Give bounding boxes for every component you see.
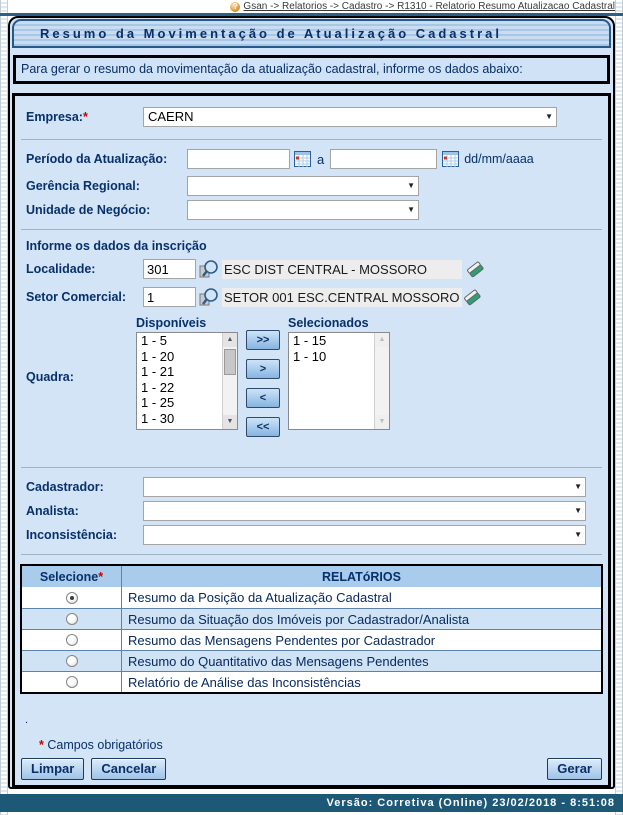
gerencia-select[interactable] [187, 176, 419, 196]
chevron-down-icon: ▼ [407, 181, 415, 190]
inconsistencia-label: Inconsistência: [26, 528, 117, 542]
quadra-available-column [136, 316, 238, 430]
move-all-left-button[interactable]: << [246, 417, 280, 437]
calendar-icon[interactable] [294, 151, 311, 167]
divider [21, 467, 602, 468]
required-asterisk: * [82, 110, 88, 124]
setor-code-input[interactable] [143, 287, 196, 307]
breadcrumb[interactable]: Gsan -> Relatorios -> Cadastro -> R1310 - Relatorio Resumo Atualizacao Cadastral [243, 1, 615, 12]
instruction-text: Para gerar o resumo da movimentação da atualização cadastral, informe os dados abaixo: [13, 55, 610, 84]
setor-row [19, 287, 604, 307]
quadra-label: Quadra: [26, 369, 74, 384]
search-icon[interactable] [199, 259, 219, 279]
unidade-label: Unidade de Negócio: [26, 203, 151, 217]
chevron-down-icon: ▼ [574, 506, 582, 515]
stray-dot: . [25, 714, 29, 726]
required-fields-note: * Campos obrigatórios [39, 738, 163, 752]
report-label: Relatório de Análise das Inconsistências [128, 674, 361, 690]
help-icon[interactable]: ? [230, 2, 240, 12]
report-label: Resumo da Situação dos Imóveis por Cadastrador/Analista [128, 611, 470, 627]
action-buttons [21, 758, 602, 780]
setor-description: SETOR 001 ESC.CENTRAL MOSSORO [222, 288, 462, 307]
scroll-thumb[interactable] [224, 349, 236, 375]
eraser-icon[interactable] [466, 260, 485, 279]
report-radio-button[interactable] [66, 592, 78, 604]
gerencia-label: Gerência Regional: [26, 179, 140, 193]
radio-cell [22, 609, 122, 629]
calendar-icon[interactable] [442, 151, 459, 167]
selected-listbox[interactable] [288, 332, 390, 430]
radio-cell [22, 651, 122, 671]
chevron-down-icon: ▼ [574, 482, 582, 491]
listbox-option[interactable]: 1 - 15 [293, 333, 327, 348]
move-all-right-button[interactable]: >> [246, 330, 280, 350]
table-row [22, 629, 601, 650]
quadra-selected-column [288, 316, 390, 430]
available-header: Disponíveis [136, 316, 207, 330]
localidade-description: ESC DIST CENTRAL - MOSSORO [222, 260, 462, 279]
periodo-label: Período da Atualização: [26, 152, 168, 166]
listbox-option[interactable]: 1 - 22 [141, 379, 175, 395]
inconsistencia-row [19, 525, 604, 545]
chevron-down-icon: ▼ [407, 205, 415, 214]
move-right-button[interactable]: > [246, 359, 280, 379]
listbox-option[interactable]: 1 - 21 [141, 364, 175, 379]
required-asterisk: * [39, 738, 44, 752]
scroll-down-icon: ▼ [375, 415, 389, 429]
localidade-code-input[interactable] [143, 259, 196, 279]
version-bar: Versão: Corretiva (Online) 23/02/2018 - 8:51:08 [0, 794, 623, 812]
analista-row [19, 501, 604, 521]
cadastrador-label: Cadastrador: [26, 480, 104, 494]
divider [21, 229, 602, 230]
search-icon[interactable] [199, 287, 219, 307]
reports-table-header [22, 566, 601, 587]
right-gutter-decoration [615, 0, 623, 815]
setor-label: Setor Comercial: [26, 290, 127, 304]
cadastrador-row [19, 477, 604, 497]
inconsistencia-select[interactable] [143, 525, 586, 545]
scroll-up-icon[interactable]: ▲ [223, 333, 237, 347]
unidade-select[interactable] [187, 200, 419, 220]
periodo-separator: a [317, 151, 325, 167]
cancelar-button[interactable]: Cancelar [91, 758, 166, 780]
report-label: Resumo do Quantitativo das Mensagens Pendentes [128, 653, 429, 669]
empresa-select[interactable]: CAERN ▼ [143, 107, 557, 127]
empresa-row [19, 107, 604, 127]
listbox-option[interactable]: 1 - 20 [141, 348, 175, 364]
unidade-row [19, 200, 604, 220]
report-radio-button[interactable] [66, 676, 78, 688]
radio-cell [22, 587, 122, 608]
chevron-down-icon: ▼ [574, 530, 582, 539]
analista-label: Analista: [26, 504, 79, 518]
listbox-option[interactable]: 1 - 25 [141, 395, 175, 410]
quadra-row [19, 316, 604, 437]
table-row [22, 650, 601, 671]
date-format-hint: dd/mm/aaaa [464, 152, 534, 166]
table-row [22, 608, 601, 629]
breadcrumb-bar [8, 0, 615, 13]
report-label: Resumo das Mensagens Pendentes por Cadastrador [128, 632, 436, 648]
periodo-from-input[interactable] [187, 149, 290, 169]
report-label: Resumo da Posição da Atualização Cadastral [128, 590, 392, 605]
available-listbox[interactable] [136, 332, 238, 430]
divider [21, 554, 602, 555]
quadra-move-buttons [238, 316, 288, 437]
periodo-row [19, 149, 604, 169]
cadastrador-select[interactable] [143, 477, 586, 497]
periodo-to-input[interactable] [330, 149, 437, 169]
radio-cell [22, 672, 122, 692]
listbox-option[interactable]: 1 - 30 [141, 410, 175, 426]
left-gutter-decoration [0, 0, 8, 815]
gerencia-row [19, 176, 604, 196]
reports-table [20, 564, 603, 694]
selecione-header: Selecione * [22, 566, 122, 587]
page-title: Resumo da Movimentação de Atualização Cadastral [12, 19, 611, 48]
scrollbar[interactable] [222, 333, 237, 429]
scroll-down-icon[interactable]: ▼ [223, 415, 237, 429]
eraser-icon[interactable] [463, 288, 482, 307]
analista-select[interactable] [143, 501, 586, 521]
report-radio-button[interactable] [66, 634, 78, 646]
main-panel [8, 16, 615, 789]
report-radio-button[interactable] [66, 613, 78, 625]
localidade-row [19, 259, 604, 279]
gerar-button[interactable]: Gerar [547, 758, 602, 780]
divider [21, 139, 602, 140]
scroll-up-icon: ▲ [375, 333, 389, 347]
relatorios-header: RELATóRIOS [322, 569, 401, 584]
localidade-label: Localidade: [26, 262, 96, 276]
listbox-option[interactable]: 1 - 5 [141, 333, 168, 348]
table-row [22, 671, 601, 692]
table-row [22, 587, 601, 608]
scrollbar [374, 333, 389, 429]
empresa-label: Empresa:* [26, 110, 88, 124]
move-left-button[interactable]: < [246, 388, 280, 408]
selected-header: Selecionados [288, 316, 369, 330]
form-frame [12, 93, 611, 788]
report-radio-button[interactable] [66, 655, 78, 667]
limpar-button[interactable]: Limpar [21, 758, 84, 780]
radio-cell [22, 630, 122, 650]
inscricao-section-header: Informe os dados da inscrição [26, 239, 207, 253]
chevron-down-icon: ▼ [545, 112, 553, 121]
listbox-option[interactable]: 1 - 10 [293, 348, 327, 364]
